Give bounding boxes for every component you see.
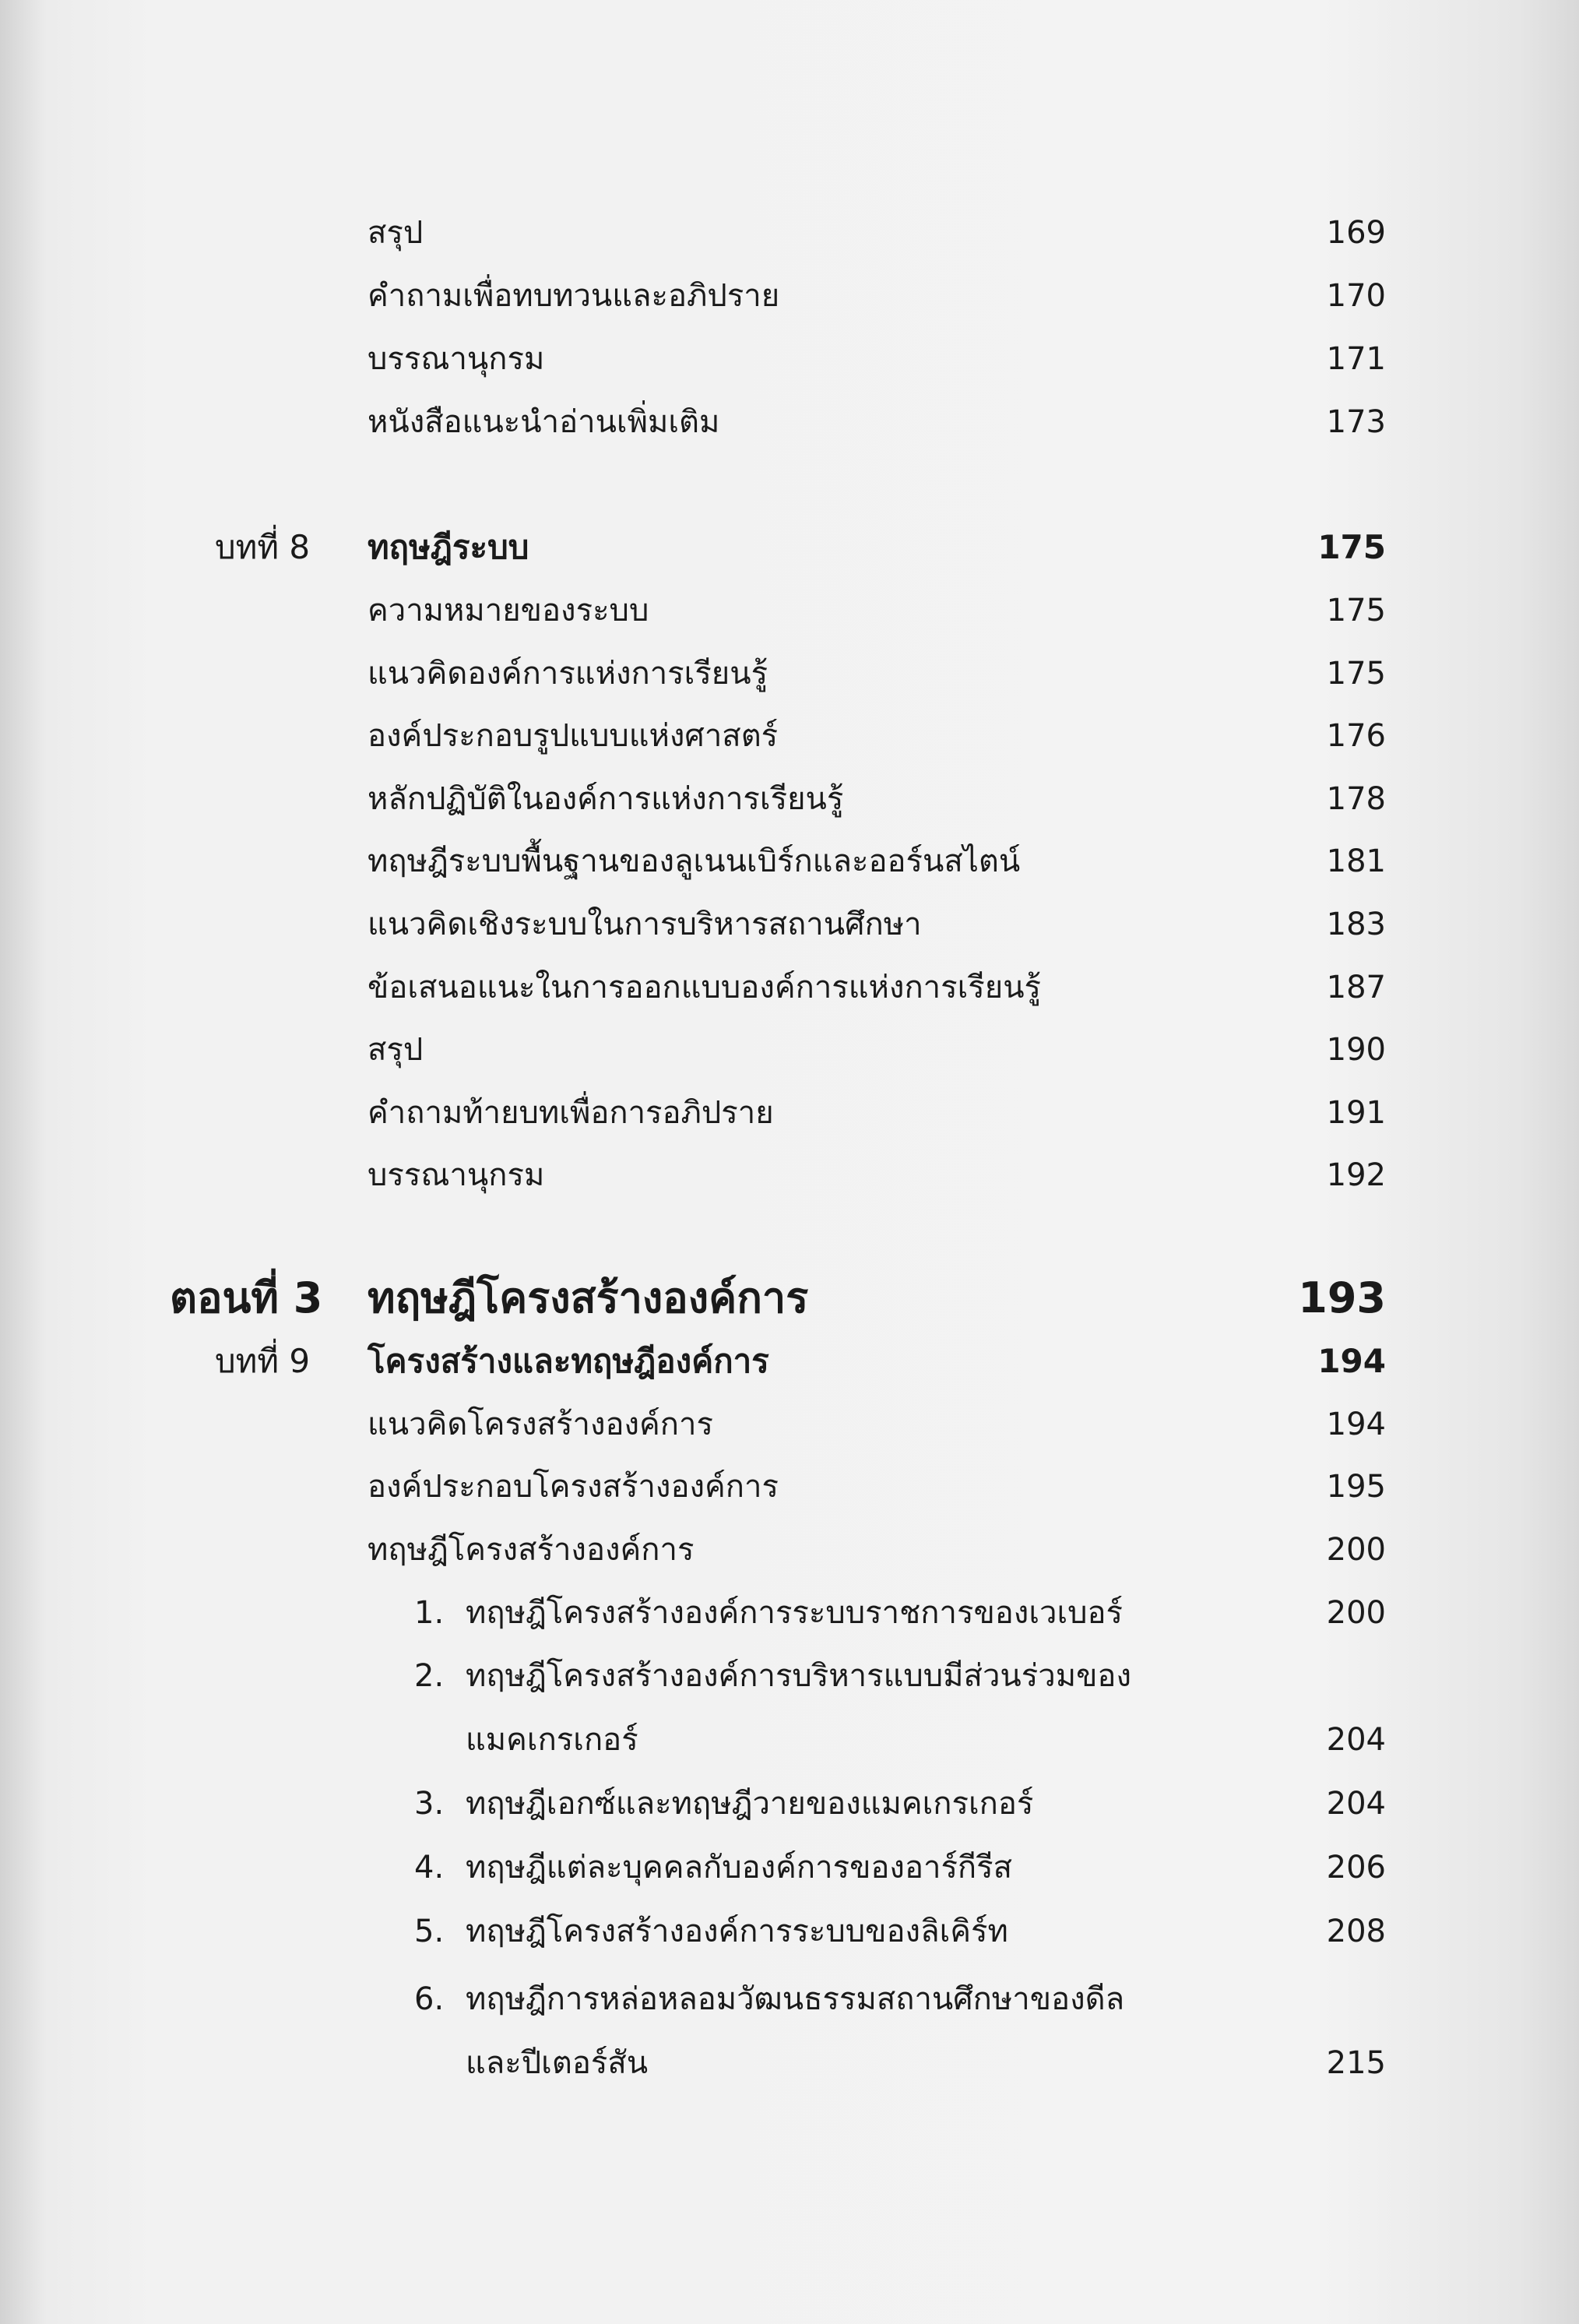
subentry-text: ทฤษฎีโครงสร้างองค์การบริหารแบบมีส่วนร่วมของ	[466, 1658, 1131, 1694]
toc-subentry	[0, 1645, 1579, 1707]
toc-entry	[0, 705, 1579, 767]
entry-text: ข้อเสนอแนะในการออกแบบองค์การแห่งการเรียนรู้	[367, 970, 1042, 1005]
toc-entry	[0, 265, 1579, 327]
entry-text: องค์ประกอบโครงสร้างองค์การ	[367, 1469, 779, 1505]
subentry-number: 6.	[414, 1981, 445, 2017]
toc-entry	[0, 1019, 1579, 1081]
page-number: 204	[1326, 1722, 1386, 1758]
entry-text: องค์ประกอบรูปแบบแห่งศาสตร์	[367, 718, 779, 754]
page-number: 191	[1326, 1095, 1386, 1131]
subentry-text: ทฤษฎีโครงสร้างองค์การระบบของลิเคิร์ท	[466, 1914, 1008, 1949]
part-title: ทฤษฎีโครงสร้างองค์การ	[367, 1273, 809, 1322]
toc-entry	[0, 830, 1579, 893]
toc-subentry	[0, 1900, 1579, 1963]
subentry-number: 5.	[414, 1914, 445, 1949]
toc-entry	[0, 579, 1579, 642]
subentry-number: 1.	[414, 1595, 445, 1631]
page-number: 175	[1317, 528, 1386, 566]
entry-text: คำถามเพื่อทบทวนและอภิปราย	[367, 278, 780, 314]
page-number: 173	[1326, 404, 1386, 440]
toc-subentry-continuation	[0, 1709, 1579, 1771]
page-number: 192	[1326, 1157, 1386, 1193]
page-number: 200	[1326, 1532, 1386, 1568]
toc-subentry-continuation	[0, 2032, 1579, 2094]
page-number: 175	[1326, 593, 1386, 629]
toc-entry	[0, 328, 1579, 390]
page-number: 181	[1326, 843, 1386, 879]
subentry-number: 4.	[414, 1850, 445, 1886]
page-number: 178	[1326, 781, 1386, 817]
toc-entry	[0, 391, 1579, 453]
subentry-number: 2.	[414, 1658, 445, 1694]
subentry-text: ทฤษฎีเอกซ์และทฤษฎีวายของแมคเกรเกอร์	[466, 1786, 1034, 1822]
page-number: 195	[1326, 1469, 1386, 1505]
entry-text: แนวคิดเชิงระบบในการบริหารสถานศึกษา	[367, 907, 922, 942]
entry-text: หนังสือแนะนำอ่านเพิ่มเติม	[367, 404, 720, 440]
toc-entry	[0, 1519, 1579, 1581]
page-number: 204	[1326, 1786, 1386, 1822]
chapter-title: โครงสร้างและทฤษฎีองค์การ	[367, 1342, 769, 1380]
toc-entry	[0, 1456, 1579, 1518]
entry-text: แนวคิดองค์การแห่งการเรียนรู้	[367, 656, 768, 692]
subentry-text: ทฤษฎีโครงสร้างองค์การระบบราชการของเวเบอร์	[466, 1595, 1124, 1631]
toc-subentry	[0, 1968, 1579, 2030]
toc-subentry	[0, 1582, 1579, 1644]
page-number: 194	[1326, 1407, 1386, 1442]
page-number: 169	[1326, 215, 1386, 251]
subentry-text: และปีเตอร์สัน	[466, 2045, 649, 2081]
entry-text: ทฤษฎีโครงสร้างองค์การ	[367, 1532, 695, 1568]
part-3-heading	[0, 1267, 1579, 1329]
part-label: ตอนที่ 3	[170, 1273, 323, 1322]
page-number: 176	[1326, 718, 1386, 754]
entry-text: บรรณานุกรม	[367, 341, 545, 377]
toc-entry	[0, 956, 1579, 1019]
page-number: 175	[1326, 656, 1386, 692]
toc-entry	[0, 202, 1579, 264]
toc-entry	[0, 768, 1579, 830]
page-number: 208	[1326, 1914, 1386, 1949]
chapter-8-heading	[0, 516, 1579, 579]
page-number: 183	[1326, 907, 1386, 942]
subentry-number: 3.	[414, 1786, 445, 1822]
page-number: 193	[1298, 1273, 1386, 1322]
entry-text: คำถามท้ายบทเพื่อการอภิปราย	[367, 1095, 774, 1131]
entry-text: ความหมายของระบบ	[367, 593, 649, 629]
chapter-label: บทที่ 8	[215, 528, 311, 566]
toc-entry	[0, 1082, 1579, 1144]
page-number: 206	[1326, 1850, 1386, 1886]
entry-text: สรุป	[367, 1032, 424, 1068]
toc-subentry	[0, 1773, 1579, 1835]
page-number: 194	[1317, 1342, 1386, 1380]
page-number: 200	[1326, 1595, 1386, 1631]
page-number: 190	[1326, 1032, 1386, 1068]
page-number: 170	[1326, 278, 1386, 314]
subentry-text: ทฤษฎีการหล่อหลอมวัฒนธรรมสถานศึกษาของดีล	[466, 1981, 1125, 2017]
entry-text: ทฤษฎีระบบพื้นฐานของลูเนนเบิร์กและออร์นสไตน์	[367, 843, 1021, 879]
toc-entry	[0, 1393, 1579, 1456]
subentry-text: แมคเกรเกอร์	[466, 1722, 638, 1758]
entry-text: สรุป	[367, 215, 424, 251]
chapter-label: บทที่ 9	[215, 1342, 311, 1380]
toc-entry	[0, 1144, 1579, 1206]
toc-entry	[0, 643, 1579, 705]
entry-text: บรรณานุกรม	[367, 1157, 545, 1193]
toc-entry	[0, 893, 1579, 956]
subentry-text: ทฤษฎีแต่ละบุคคลกับองค์การของอาร์กีรีส	[466, 1850, 1013, 1886]
page-number: 215	[1326, 2045, 1386, 2081]
entry-text: แนวคิดโครงสร้างองค์การ	[367, 1407, 713, 1442]
page-number: 187	[1326, 970, 1386, 1005]
page-number: 171	[1326, 341, 1386, 377]
toc-subentry	[0, 1836, 1579, 1899]
entry-text: หลักปฏิบัติในองค์การแห่งการเรียนรู้	[367, 781, 844, 817]
chapter-9-heading	[0, 1330, 1579, 1393]
chapter-title: ทฤษฎีระบบ	[367, 528, 529, 566]
